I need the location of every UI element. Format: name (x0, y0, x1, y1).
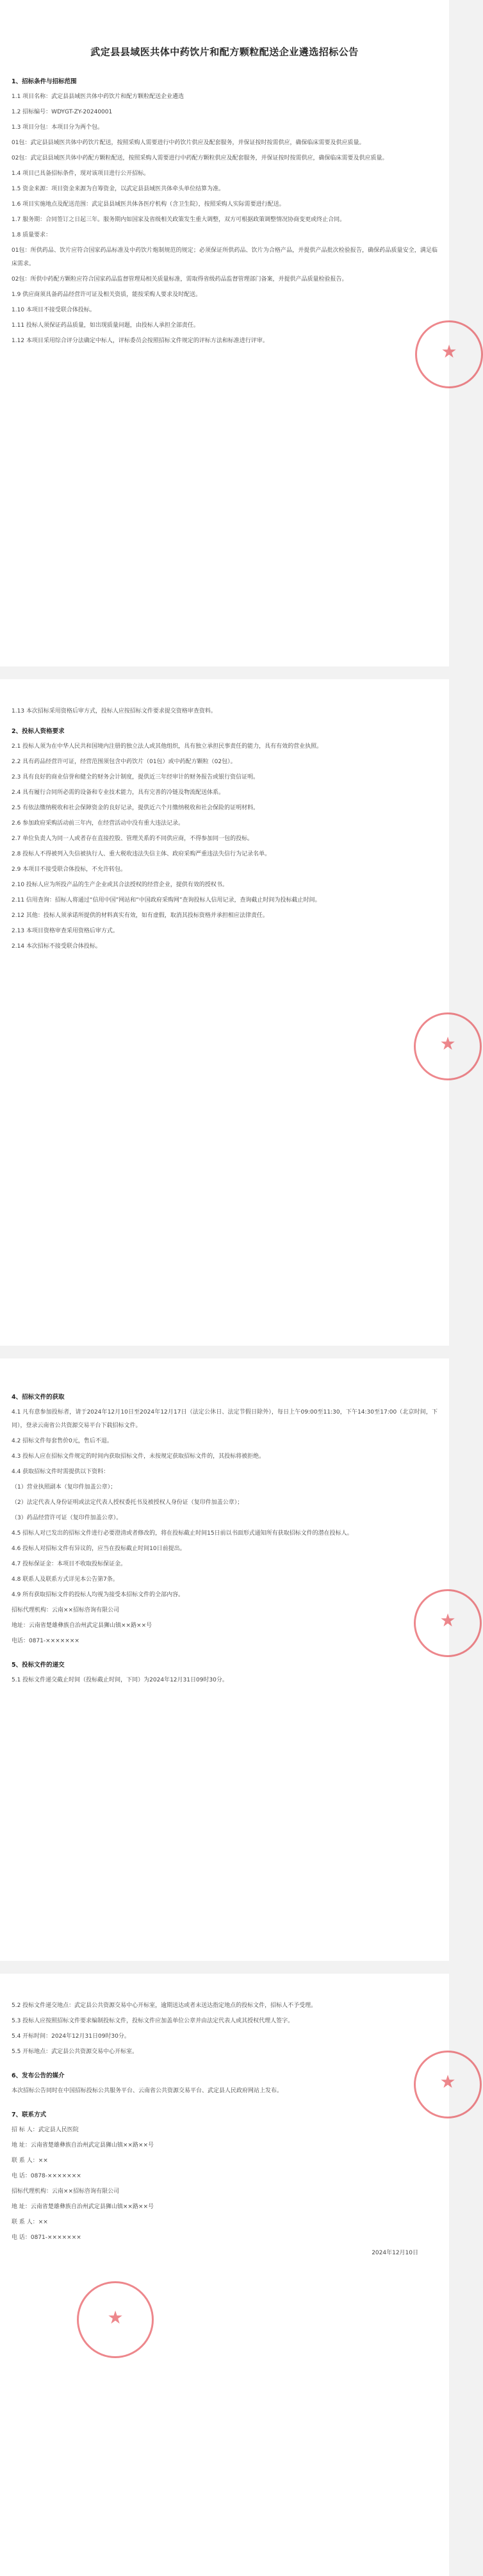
paragraph: 1.4 项目已具备招标条件，现对该项目进行公开招标。 (12, 170, 150, 177)
contact-line: 电 话：0871-××××××× (12, 2234, 81, 2241)
paragraph: 5.5 开标地点：武定县公共资源交易中心开标室。 (12, 2049, 138, 2055)
paragraph: 2.3 具有良好的商业信誉和健全的财务会计制度，提供近三年经审计的财务报告或银行资信证明。 (12, 774, 259, 780)
document-title: 武定县县域医共体中药饮片和配方颗粒配送企业遴选招标公告 (90, 46, 359, 58)
paragraph: 1.1 项目名称：武定县县域医共体中药饮片和配方颗粒配送企业遴选 (12, 94, 184, 100)
paragraph: 5.4 开标时间：2024年12月31日09时30分。 (12, 2033, 130, 2040)
paragraph: 2.2 具有药品经营许可证，经营范围须包含中药饮片（01包）或中药配方颗粒（02包）。 (12, 759, 236, 765)
contact-line: 联 系 人：×× (12, 2219, 48, 2225)
red-seal-stamp (414, 1589, 482, 1657)
paragraph: 2.13 本项目资格审查采用资格后审方式。 (12, 928, 119, 934)
red-seal-stamp (415, 320, 483, 388)
contact-line: 地 址：云南省楚雄彝族自治州武定县狮山镇××路××号 (12, 2204, 154, 2210)
section-heading-2: 2、投标人资格要求 (12, 728, 65, 735)
quality-heading: 1.8 质量要求： (12, 232, 52, 238)
paragraph: 2.9 本项目不接受联合体投标，不允许转包。 (12, 866, 127, 873)
paragraph: 1.9 供应商须具备药品经营许可证及相关资质，能按采购人要求及时配送。 (12, 292, 202, 298)
contact-line: 招 标 人：武定县人民医院 (12, 2127, 79, 2133)
agent-line: 电话：0871-××××××× (12, 1638, 79, 1644)
paragraph: 4.3 投标人应在招标文件规定的时间内获取招标文件，未按规定获取招标文件的，其投标将被拒绝。 (12, 1453, 265, 1460)
paragraph: 1.3 项目分包：本项目分为两个包。 (12, 124, 104, 131)
paragraph: 1.13 本次招标采用资格后审方式，投标人应按招标文件要求提交资格审查资料。 (12, 708, 217, 714)
paragraph: 1.7 服务期：合同签订之日起三年。服务期内如国家及省级相关政策发生重大调整，双方可根据政策调整情况协商变更或终止合同。 (12, 217, 346, 223)
section-heading-6: 6、发布公告的媒介 (12, 2072, 65, 2079)
red-seal-stamp (414, 2051, 482, 2118)
paragraph: 1.11 投标人须保证药品质量，如出现质量问题，由投标人承担全部责任。 (12, 322, 199, 329)
paragraph: 02包：武定县县域医共体中药配方颗粒配送，按照采购人需要进行中药配方颗粒供应及配套服务，并保证按时按需供应，确保临床需要及供应质量。 (12, 155, 388, 161)
red-seal-stamp (77, 2281, 154, 2358)
paragraph: （2）法定代表人身份证明或法定代表人授权委托书及被授权人身份证（复印件加盖公章）； (12, 1499, 243, 1506)
paragraph: 1.12 本项目采用综合评分法确定中标人，评标委员会按照招标文件规定的评标方法和标准进行评审。 (12, 338, 268, 344)
paragraph: 02包：所供中药配方颗粒应符合国家药品监督管理局相关质量标准，需取得省级药品监督管理部门备案，并提供产品质量检验报告。 (12, 276, 348, 283)
paragraph: 4.2 招标文件每套售价0元，售后不退。 (12, 1438, 113, 1444)
paragraph: 5.3 投标人应按照招标文件要求编制投标文件，投标文件应加盖单位公章并由法定代表人或其授权代理人签字。 (12, 2018, 294, 2024)
document-page-1 (0, 0, 457, 666)
section-heading-1: 1、招标条件与招标范围 (12, 78, 77, 85)
paragraph: （1）营业执照副本（复印件加盖公章）； (12, 1484, 117, 1490)
paragraph: （3）药品经营许可证（复印件加盖公章）。 (12, 1515, 122, 1521)
red-seal-stamp (414, 1012, 482, 1080)
star-icon: ★ (439, 2071, 456, 2092)
contact-line: 联 系 人：×× (12, 2158, 48, 2164)
star-icon: ★ (439, 1033, 456, 1054)
paragraph: 1.2 招标编号：WDYGT-ZY-20240001 (12, 109, 113, 115)
paragraph: 1.6 项目实施地点及配送范围：武定县县域医共体各医疗机构（含卫生院），按照采购人实际需要进行配送。 (12, 201, 285, 208)
star-icon: ★ (107, 2307, 124, 2328)
paragraph: 01包：武定县县域医共体中药饮片配送，按照采购人需要进行中药饮片供应及配套服务，并保证按时按需供应，确保临床需要及供应质量。 (12, 140, 365, 146)
paragraph: 4.9 所有获取招标文件的投标人均视为接受本招标文件的全部内容。 (12, 1592, 184, 1598)
paragraph: 4.8 联系人及联系方式详见本公告第7条。 (12, 1576, 119, 1583)
paragraph: 2.12 其他：投标人须承诺所提供的材料真实有效，如有虚假，取消其投标资格并承担相应法律责任。 (12, 912, 268, 919)
paragraph: 2.4 具有履行合同所必需的设备和专业技术能力，具有完善的冷链及物流配送体系。 (12, 789, 225, 796)
star-icon: ★ (439, 1610, 456, 1631)
contact-line: 地 址：云南省楚雄彝族自治州武定县狮山镇××路××号 (12, 2142, 154, 2149)
document-page-2 (0, 679, 456, 1346)
paragraph: 本次招标公告同时在中国招标投标公共服务平台、云南省公共资源交易平台、武定县人民政府网站上发布。 (12, 2088, 283, 2094)
section-heading-5: 5、投标文件的递交 (12, 1662, 65, 1669)
paragraph: 4.4 获取招标文件时需提供以下资料： (12, 1469, 110, 1475)
paragraph: 4.6 投标人对招标文件有异议的，应当在投标截止时间10日前提出。 (12, 1546, 186, 1552)
paragraph: 2.1 投标人须为在中华人民共和国境内注册的独立法人或其他组织，具有独立承担民事责任的能力，具有有效的营业执照。 (12, 743, 323, 750)
paragraph: 1.5 资金来源：项目资金来源为自筹资金，以武定县县域医共体牵头单位结算为准。 (12, 186, 225, 192)
paragraph: 4.7 投标保证金：本项目不收取投标保证金。 (12, 1561, 127, 1567)
paragraph: 5.2 投标文件递交地点：武定县公共资源交易中心开标室，逾期送达或者未送达指定地点的投标文件，招标人不予受理。 (12, 2002, 317, 2009)
paragraph: 5.1 投标文件递交截止时间（投标截止时间，下同）为2024年12月31日09时30分。 (12, 1677, 228, 1683)
paragraph: 2.11 信用查询：招标人将通过“信用中国”网站和“中国政府采购网”查询投标人信用记录，查询截止时间为投标截止时间。 (12, 897, 321, 904)
document-page-3 (0, 1358, 456, 1961)
section-heading-4: 4、招标文件的获取 (12, 1394, 65, 1401)
paragraph: 4.1 凡有意参加投标者，请于2024年12月10日至2024年12月17日（法定公休日、法定节假日除外），每日上午09:00至11:30，下午14:30至17:00（北京时间，下同），登录云南省公共资源交易平台下载招标文件。 (12, 1409, 438, 1429)
paragraph: 2.5 有依法缴纳税收和社会保障资金的良好记录，提供近六个月缴纳税收和社会保险的证明材料。 (12, 805, 259, 811)
agent-line: 地址：云南省楚雄彝族自治州武定县狮山镇××路××号 (12, 1622, 152, 1629)
agent-line: 招标代理机构：云南××招标咨询有限公司 (12, 1607, 120, 1614)
star-icon: ★ (441, 341, 457, 362)
paragraph: 2.7 单位负责人为同一人或者存在直接控股、管理关系的不同供应商，不得参加同一包的投标。 (12, 836, 254, 842)
paragraph: 2.10 投标人应为所投产品的生产企业或其合法授权的经营企业，提供有效的授权书。 (12, 882, 228, 888)
paragraph: 2.8 投标人不得被列入失信被执行人、重大税收违法失信主体、政府采购严重违法失信行为记录名单。 (12, 851, 271, 857)
paragraph: 1.10 本项目不接受联合体投标。 (12, 307, 95, 313)
paragraph: 4.5 招标人对已发出的招标文件进行必要澄清或者修改的，将在投标截止时间15日前以书面形式通知所有获取招标文件的潜在投标人。 (12, 1530, 353, 1537)
publish-date: 2024年12月10日 (372, 2250, 418, 2256)
document-page-4 (0, 1974, 456, 2576)
paragraph: 01包：所供药品、饮片应符合国家药品标准及中药饮片炮制规范的规定；必须保证所供药品、饮片为合格产品，并提供产品批次检验报告，确保药品质量安全，满足临床需求。 (12, 247, 438, 267)
paragraph: 2.14 本次招标不接受联合体投标。 (12, 943, 101, 950)
section-heading-7: 7、联系方式 (12, 2111, 47, 2118)
paragraph: 2.6 参加政府采购活动前三年内，在经营活动中没有重大违法记录。 (12, 820, 184, 827)
contact-line: 电 话：0878-××××××× (12, 2173, 81, 2179)
contact-line: 招标代理机构：云南××招标咨询有限公司 (12, 2188, 120, 2195)
